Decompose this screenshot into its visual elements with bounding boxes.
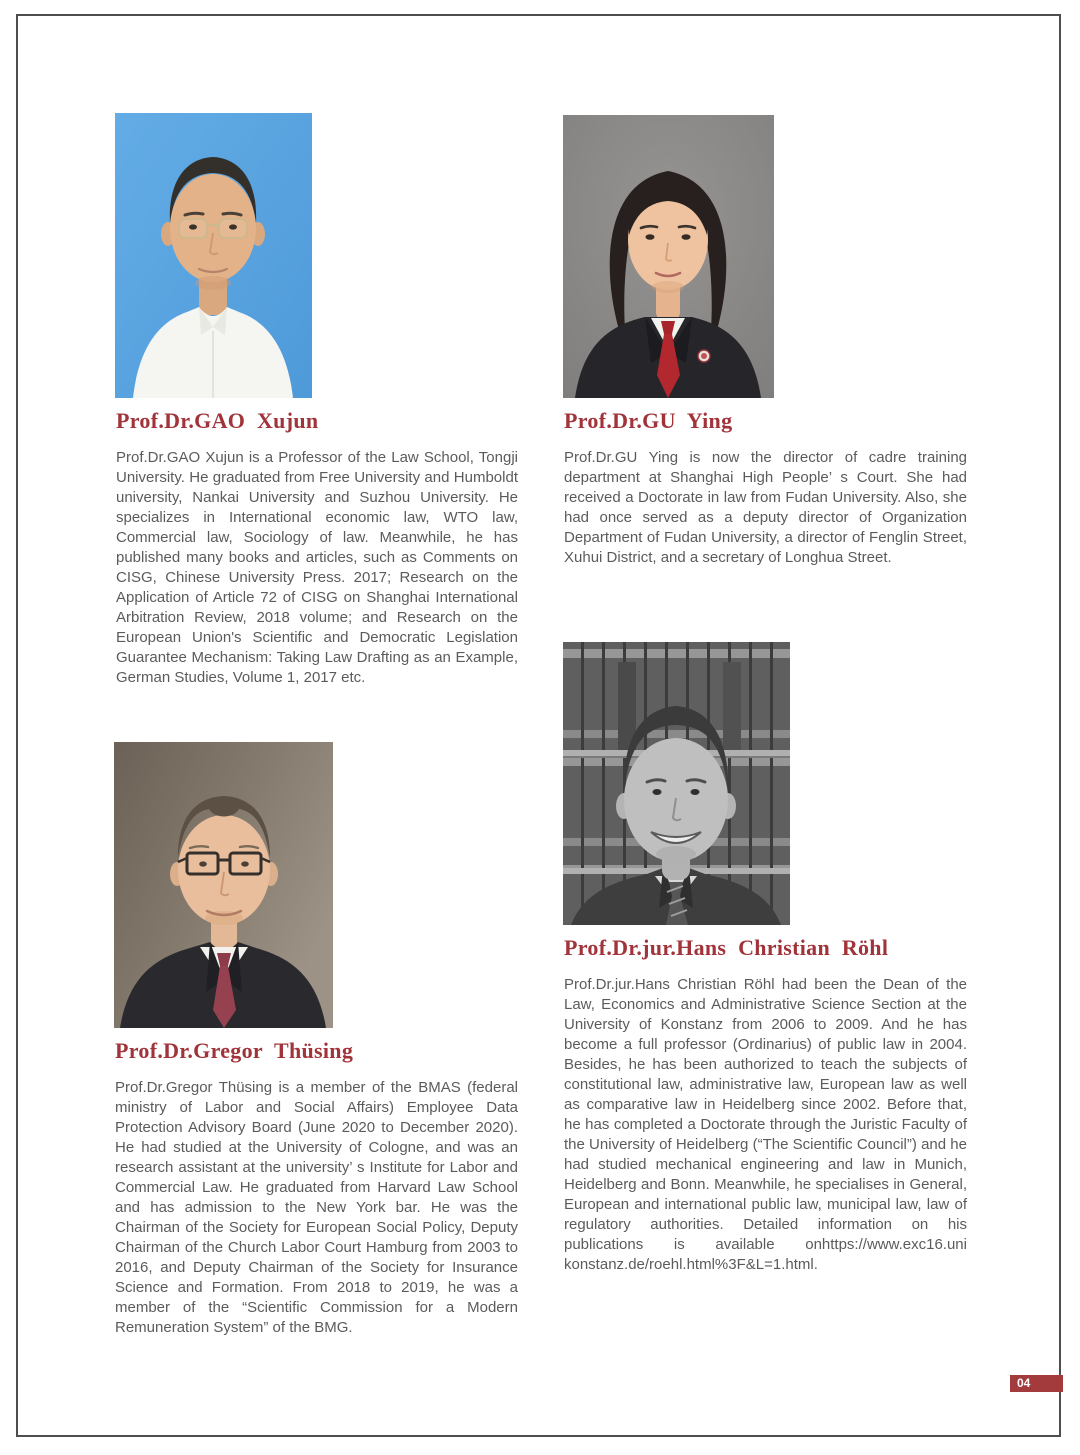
profile-gu-ying xyxy=(563,115,967,568)
profile-name: Prof.Dr.GAO Xujun xyxy=(116,408,319,433)
photo-gu-ying xyxy=(563,115,774,398)
profile-name: Prof.Dr.GU Ying xyxy=(564,408,733,433)
profile-bio: Prof.Dr.GAO Xujun is a Professor of the Law School, Tongji University. He graduated from Free University and Humboldt university, Nankai University and Suzhou University. He specializes in International economic law, WTO law, Commercial law, Sociology of law. Meanwhile, he has published many books and articles, such as Comments on CISG, Chinese University Press. 2017; Research on the Application of Article 72 of CISG on Shanghai International Arbitration Review, 2018 volume; and Research on the European Union's Scientific and Democratic Legislation Guarantee Mechanism: Taking Law Drafting as an Example, German Studies, Volume 1, 2017 etc. xyxy=(116,449,518,686)
profile-name: Prof.Dr.jur.Hans Christian Röhl xyxy=(564,935,889,960)
profile-hans-christian-roehl xyxy=(563,642,967,1275)
profile-bio: Prof.Dr.jur.Hans Christian Röhl had been the Dean of the Law, Economics and Administrative Science Section at the University of Konstanz from 2006 to 2009. And he has become a full professor (Ordinarius) of public law in 2004. Besides, he has been authorized to teach the subjects of constitutional law, administrative law, European law as well as comparative law in Heidelberg since 2002. Before that, he has completed a Doctorate through the Juristic Faculty of the University of Heidelberg (“The Scientific Council”) and he had studied mechanical engineering and law in Munich, Heidelberg and Bonn. Meanwhile, he specialises in General, European and international public law, municipal law, law of regulatory authorities. Detailed information on his publications is available onhttps://www.exc16.uni konstanz.de/roehl.html%3F&L=1.html. xyxy=(564,976,967,1273)
profile-name: Prof.Dr.Gregor Thüsing xyxy=(115,1038,354,1063)
portrait-illustration xyxy=(563,115,774,398)
portrait-illustration xyxy=(114,742,333,1028)
profile-gregor-thuesing xyxy=(114,742,518,1338)
profile-bio: Prof.Dr.GU Ying is now the director of cadre training department at Shanghai High People’ s Court. She had received a Doctorate in law from Fudan University. Also, she had once served as a deputy director of Organization Department of Fudan University, a director of Fenglin Street, Xuhui District, and a secretary of Longhua Street. xyxy=(564,449,967,566)
photo-hans-christian-roehl xyxy=(563,642,790,925)
profile-gao-xujun xyxy=(115,113,518,688)
photo-gao-xujun xyxy=(115,113,312,398)
profile-bio: Prof.Dr.Gregor Thüsing is a member of the BMAS (federal ministry of Labor and Social Affairs) Employee Data Protection Advisory Board (June 2020 to December 2020). He had studied at the University of Cologne, and was an research assistant at the university’ s Institute for Labor and Commercial Law. He graduated from Harvard Law School and has admission to the New York bar. He was the Chairman of the Society for European Social Policy, Deputy Chairman of the Church Labor Court Hamburg from 2003 to 2016, and Deputy Chairman of the Society for Insurance Science and Formation. From 2018 to 2019, he was a member of the “Scientific Commission for a Modern Remuneration System” of the BMG. xyxy=(115,1079,518,1336)
portrait-illustration xyxy=(115,113,312,398)
portrait-illustration xyxy=(563,642,790,925)
page-number-badge xyxy=(1010,1375,1063,1392)
page-number: 04 xyxy=(1017,1376,1031,1390)
photo-gregor-thuesing xyxy=(114,742,333,1028)
